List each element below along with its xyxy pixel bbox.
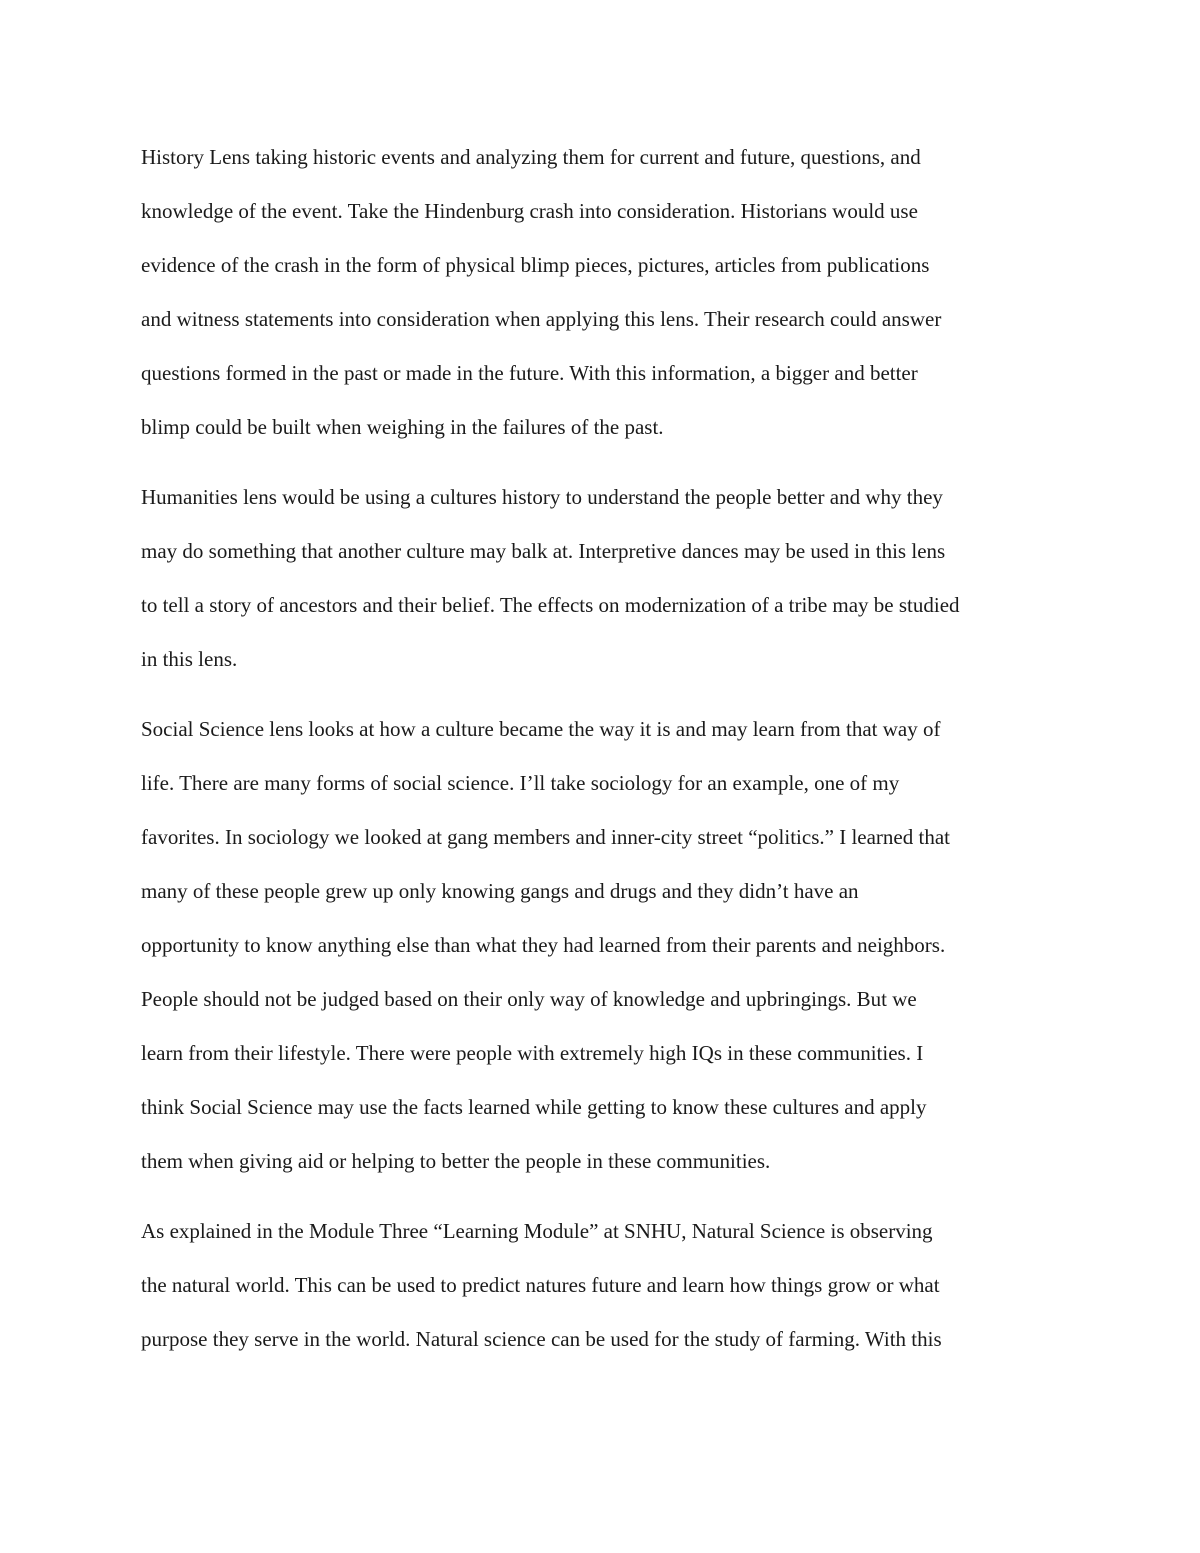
text-line: many of these people grew up only knowing gangs and drugs and they didn’t have an	[141, 879, 859, 903]
paragraph-spacing	[141, 1188, 1066, 1204]
text-line: Humanities lens would be using a cultures history to understand the people better and why they	[141, 485, 943, 509]
text-line: questions formed in the past or made in the future. With this information, a bigger and better	[141, 361, 918, 385]
text-line: evidence of the crash in the form of physical blimp pieces, pictures, articles from publications	[141, 253, 930, 277]
text-line: learn from their lifestyle. There were people with extremely high IQs in these communities. I	[141, 1041, 924, 1065]
text-line: favorites. In sociology we looked at gang members and inner-city street “politics.” I learned that	[141, 825, 950, 849]
document-body	[141, 130, 1066, 1366]
paragraph-spacing	[141, 454, 1066, 470]
text-line: People should not be judged based on their only way of knowledge and upbringings. But we	[141, 987, 917, 1011]
text-line: purpose they serve in the world. Natural science can be used for the study of farming. With this	[141, 1327, 942, 1351]
text-line: life. There are many forms of social science. I’ll take sociology for an example, one of my	[141, 771, 900, 795]
text-line: blimp could be built when weighing in the failures of the past.	[141, 415, 664, 439]
text-line: them when giving aid or helping to better the people in these communities.	[141, 1149, 771, 1173]
text-line: may do something that another culture may balk at. Interpretive dances may be used in this lens	[141, 539, 946, 563]
text-line: the natural world. This can be used to predict natures future and learn how things grow or what	[141, 1273, 940, 1297]
text-line: As explained in the Module Three “Learning Module” at SNHU, Natural Science is observing	[141, 1219, 933, 1243]
text-line: knowledge of the event. Take the Hindenburg crash into consideration. Historians would use	[141, 199, 918, 223]
text-line: think Social Science may use the facts learned while getting to know these cultures and apply	[141, 1095, 927, 1119]
text-line: Social Science lens looks at how a culture became the way it is and may learn from that way of	[141, 717, 941, 741]
paragraph-humanities-lens	[141, 470, 1066, 686]
text-line: to tell a story of ancestors and their belief. The effects on modernization of a tribe may be studied	[141, 593, 960, 617]
text-line: opportunity to know anything else than what they had learned from their parents and neighbors.	[141, 933, 946, 957]
text-line: and witness statements into consideration when applying this lens. Their research could answer	[141, 307, 942, 331]
text-line: History Lens taking historic events and analyzing them for current and future, questions, and	[141, 145, 921, 169]
paragraph-history-lens	[141, 130, 1066, 454]
text-line: in this lens.	[141, 647, 238, 671]
paragraph-social-science-lens	[141, 702, 1066, 1188]
paragraph-natural-science-lens	[141, 1204, 1066, 1366]
paragraph-spacing	[141, 686, 1066, 702]
